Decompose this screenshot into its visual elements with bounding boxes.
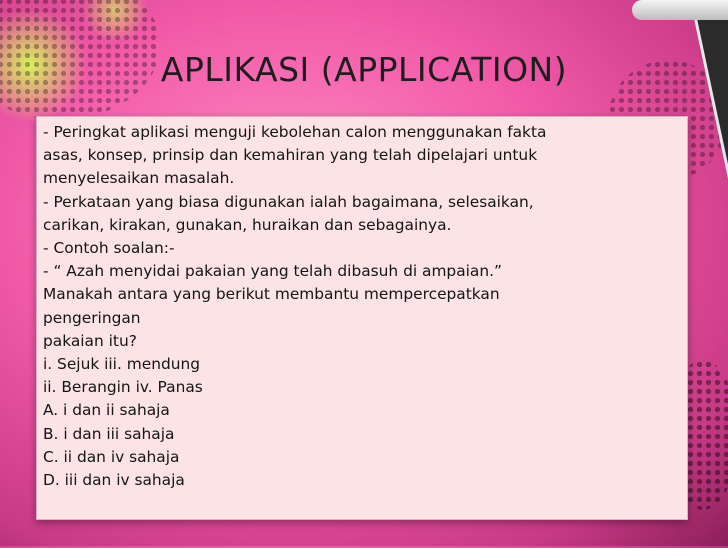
content-line: D. iii dan iv sahaja xyxy=(43,471,185,490)
content-line: B. i dan iii sahaja xyxy=(43,424,175,443)
slide-title-text: APLIKASI (APPLICATION) xyxy=(160,50,568,89)
content-lines xyxy=(43,121,679,492)
lipstick-decoration xyxy=(632,0,728,20)
content-line: Manakah antara yang berikut membantu mempercepatkan xyxy=(43,285,500,304)
content-line: menyelesaikan masalah. xyxy=(43,169,235,188)
content-line: pengeringan xyxy=(43,308,141,327)
content-line: asas, konsep, prinsip dan kemahiran yang telah dipelajari untuk xyxy=(43,146,538,165)
content-line: - “ Azah menyidai pakaian yang telah dibasuh di ampaian.” xyxy=(43,262,502,281)
content-panel xyxy=(36,116,688,520)
content-line: - Contoh soalan:- xyxy=(43,239,175,258)
content-line: C. ii dan iv sahaja xyxy=(43,447,180,466)
content-line: pakaian itu? xyxy=(43,331,137,350)
content-line: ii. Berangin iv. Panas xyxy=(43,378,203,397)
content-line: - Perkataan yang biasa digunakan ialah bagaimana, selesaikan, xyxy=(43,192,534,211)
content-line: A. i dan ii sahaja xyxy=(43,401,170,420)
content-line: - Peringkat aplikasi menguji kebolehan calon menggunakan fakta xyxy=(43,123,547,141)
content-line: i. Sejuk iii. mendung xyxy=(43,355,201,374)
content-line: carikan, kirakan, gunakan, huraikan dan sebagainya. xyxy=(43,215,452,234)
slide-title xyxy=(0,50,728,89)
